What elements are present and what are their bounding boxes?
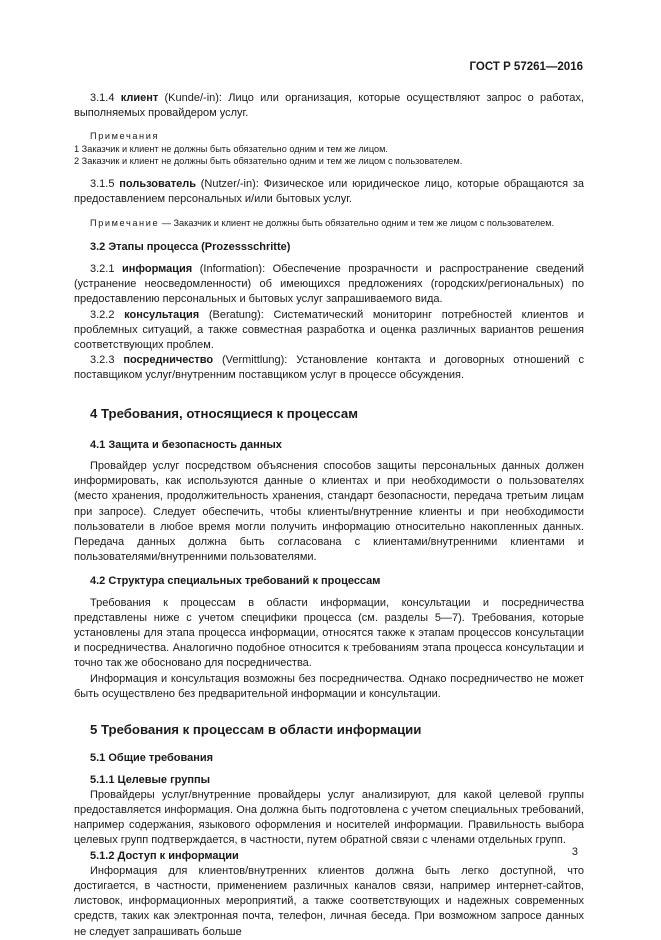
section-5-1-1-text: Провайдеры услуг/внутренние провайдеры услуг анализируют, для какой целевой группы предоставляется информация. Она должна быть подготовлена с учетом специальных требований, например содержания, языкового оформления и носителей информации. Правильность выбора целевых групп подтверждается, в частности, путем обратной связи с членами отдельных групп. xyxy=(74,788,584,847)
term: клиент xyxy=(120,92,159,104)
definition-text: (Kunde/-in): Лицо или организация, которые осуществляют запрос о работах, выполняемых провайдером услуг. xyxy=(74,92,584,120)
notes-title: Примечания xyxy=(90,131,160,142)
definition-text: (Beratung): Систематический мониторинг потребностей клиентов и проблемных ситуаций, а также совместная разработка и оценка различных вариантов решения соответствующих проблем. xyxy=(74,308,584,352)
term: информация xyxy=(121,263,193,276)
section-4-2-text-1: Требования к процессам в области информации, консультации и посредничества представлены ниже с учетом специфики процесса (см. разделы 5—7). Требования, которые установлены для этапа процесса информации, относятся также к этапам процессов консультации и посредничества. Аналогично подобное относится к требованиям этапа процесса консультации и точно так же обосновано для посредничества. xyxy=(74,596,584,670)
section-4-2-text-2: Информация и консультация возможны без посредничества. Однако посредничество не может быть осуществлено без предварительной информации и консультации. xyxy=(74,672,584,700)
definition-3-1-5 xyxy=(74,177,584,207)
section-5-heading: 5 Требования к процессам в области информации xyxy=(90,722,422,738)
single-note xyxy=(74,217,584,230)
clause-number: 3.1.5 xyxy=(90,177,120,190)
section-5-1-1-heading: 5.1.1 Целевые группы xyxy=(90,773,211,786)
note-item: 1 Заказчик и клиент не должны быть обязательно одним и тем же лицом. xyxy=(74,143,388,154)
term: посредничество xyxy=(123,354,214,367)
clause-number: 3.2.3 xyxy=(90,354,124,367)
notes-block xyxy=(74,130,584,168)
term: консультация xyxy=(124,308,200,321)
definition-3-2-1 xyxy=(74,262,584,308)
definition-3-2-2 xyxy=(74,308,584,354)
clause-number: 3.2.1 xyxy=(90,263,122,276)
section-5-1-heading: 5.1 Общие требования xyxy=(90,752,214,765)
term: пользователь xyxy=(119,177,196,190)
page-body xyxy=(74,91,584,940)
clause-number: 3.2.2 xyxy=(90,308,125,321)
section-4-1-text: Провайдер услуг посредством объяснения способов защиты персональных данных должен информировать, как используются данные о клиентах и при необходимости о пользователях (место хранения, продолжительность хранения, стандарт безопасности, передача третьим лицам при запросе). Следует обеспечить, чтобы клиенты/внутренние клиенты и при необходимости пользователи в любое время могли получить информацию относительно накопленных данных. Передача данных должна быть согласована с клиентами/внутренними клиентами и пользователями/внутренними пользователями. xyxy=(74,460,584,564)
note-text: — Заказчик и клиент не должны быть обязательно одним и тем же лицом с пользователем. xyxy=(159,218,555,229)
note-label: Примечание xyxy=(90,218,160,229)
standard-header: ГОСТ Р 57261—2016 xyxy=(469,61,583,73)
section-3-2-heading: 3.2 Этапы процесса (Prozessschritte) xyxy=(90,240,291,253)
section-4-1-heading: 4.1 Защита и безопасность данных xyxy=(90,438,282,451)
definition-text: (Nutzer/-in): Физическое или юридическое лицо, которые обращаются за предоставлением персональных и/или бытовых услуг. xyxy=(74,177,584,206)
page-number: 3 xyxy=(571,846,578,858)
definition-3-2-3 xyxy=(74,353,584,383)
note-item: 2 Заказчик и клиент не должны быть обязательно одним и тем же лицом с пользователем. xyxy=(74,156,463,167)
section-4-2-heading: 4.2 Структура специальных требований к процессам xyxy=(90,575,381,588)
definition-text: (Vermittlung): Установление контакта и договорных отношений с поставщиком услуг/внутренним поставщиком услуг в процессе обсуждения. xyxy=(74,354,584,382)
definition-text: (Information): Обеспечение прозрачности и распространение сведений (устранение неосведомленности) об имеющихся предложениях (городских/региональных) по предоставлению персональных и бытовых услуг запрашиваемого вида. xyxy=(74,263,584,306)
section-5-1-2-heading: 5.1.2 Доступ к информации xyxy=(90,849,239,862)
clause-number: 3.1.4 xyxy=(90,92,121,104)
section-5-1-2-text: Информация для клиентов/внутренних клиентов должна быть легко доступной, что достигается, в частности, применением различных каналов связи, например интернет-сайтов, листовок, информационных мероприятий, а также соответствующих и надежных современных средств, таких как электронная почта, телефон, личная беседа. При возможном запросе данных не следует запрашивать больше xyxy=(74,864,584,938)
definition-3-1-4 xyxy=(74,91,584,121)
section-4-heading: 4 Требования, относящиеся к процессам xyxy=(90,405,359,421)
